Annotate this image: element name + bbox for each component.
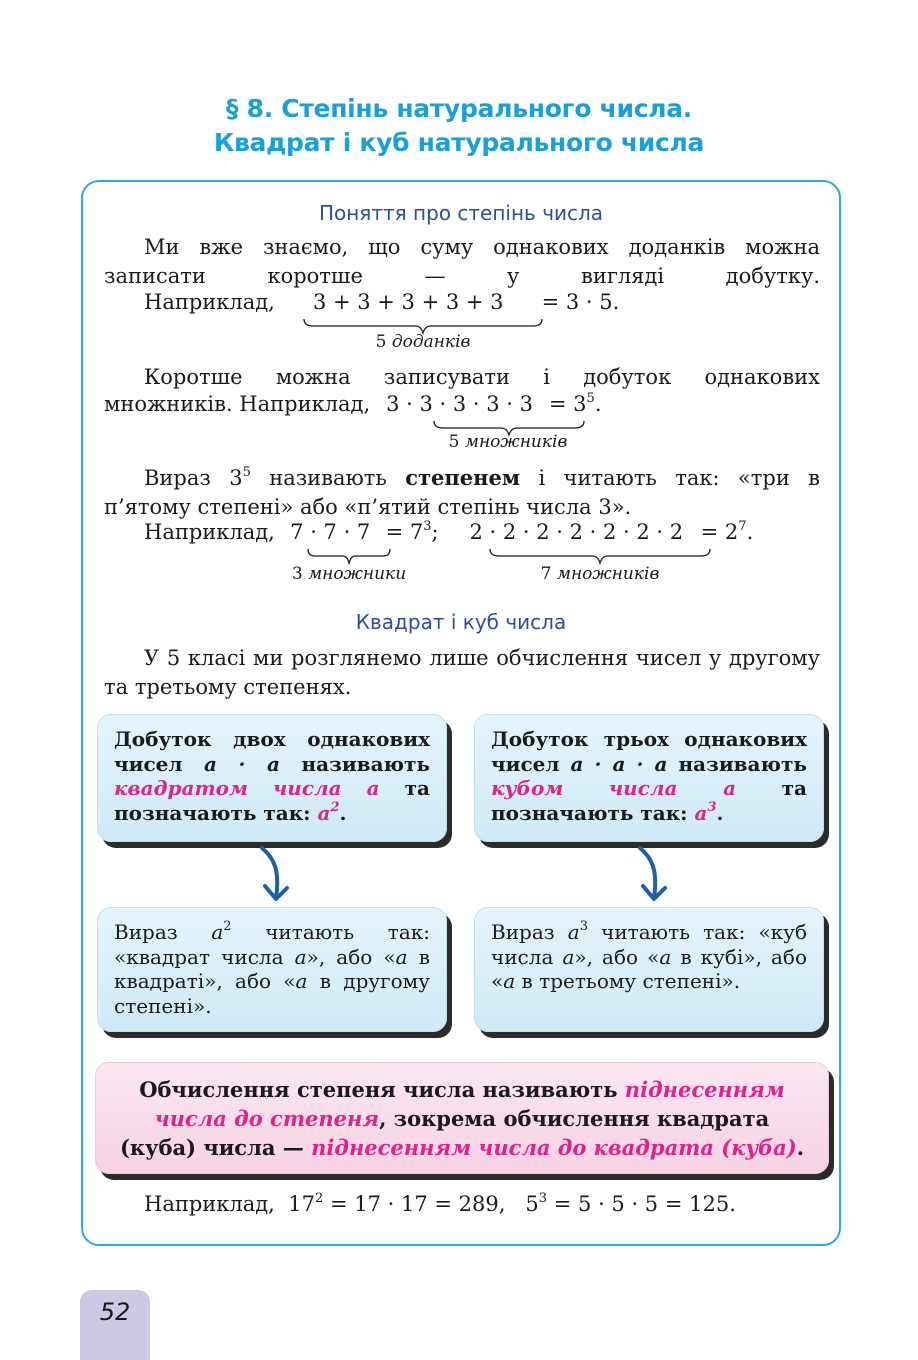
- example-2-prefix: множників. Наприклад,: [104, 392, 371, 416]
- title-line-1: § 8. Степінь натурального числа.: [226, 94, 692, 123]
- example-3-product-2: 2 · 2 · 2 · 2 · 2 · 2 · 2: [469, 520, 684, 544]
- title-line-2: Квадрат і куб натурального числа: [213, 128, 705, 157]
- square-definition-box: Добуток двох однакових чисел a · a називають квадратом числа a та позначають так: $a^2$.: [97, 714, 447, 842]
- underbrace-3: [307, 548, 391, 564]
- underbrace-3-caption: 3 множники: [291, 564, 407, 584]
- term-cube: кубом числа a: [491, 776, 737, 800]
- example-1-prefix: Наприклад,: [144, 290, 275, 314]
- example-2-result: = $3^5$.: [548, 391, 602, 416]
- term-squaring-cubing: піднесенням числа до квадрата (куба): [311, 1135, 797, 1160]
- underbrace-4-caption: 7 множників: [540, 564, 660, 584]
- paragraph-products: Коротше можна записувати і добуток однакових: [144, 365, 820, 389]
- example-3-product-1: 7 · 7 · 7: [290, 520, 371, 544]
- example-3-result-2: = $2^7$.: [700, 519, 754, 544]
- cube-definition-box: Добуток трьох однакових чисел a · a · a називають кубом числа a та позначають так: $a^3$.: [474, 714, 824, 842]
- term-exponentiation: піднесенням числа до степеня: [154, 1077, 785, 1131]
- intro-paragraph: [104, 233, 820, 291]
- underbrace-1-caption: 5 доданків: [375, 332, 471, 352]
- example-1-result: = 3 · 5.: [541, 290, 620, 314]
- example-2-product: 3 · 3 · 3 · 3 · 3: [386, 392, 533, 416]
- example-1-sum: 3 + 3 + 3 + 3 + 3: [312, 290, 504, 314]
- underbrace-2-caption: 5 множників: [448, 432, 568, 452]
- term-power: степенем: [405, 465, 521, 490]
- example-3-result-1: = $7^3$;: [385, 519, 439, 544]
- underbrace-4: [489, 548, 711, 564]
- term-square: квадратом числа a: [114, 776, 380, 800]
- square-notation: $a^2$: [317, 799, 340, 825]
- exponentiation-rule-box: Обчислення степеня числа називають піднесенням числа до степеня, зокрема обчислення квадрата (куба) числа — піднесенням числа до квадрата (куба).: [95, 1062, 829, 1174]
- example-3: [144, 520, 753, 544]
- cube-notation: $a^3$: [694, 799, 717, 825]
- section-heading-square-cube: Квадрат і куб числа: [355, 610, 567, 634]
- page-number: 52: [99, 1298, 131, 1326]
- curved-arrow-down-icon: [254, 846, 298, 904]
- paragraph-scope: У 5 класі ми розглянемо лише обчислення чисел у другому та третьому степенях.: [104, 646, 820, 699]
- intro-text: Ми вже знаємо, що суму однакових доданків можна записати коротше — у вигляді добутку.: [104, 235, 820, 288]
- cube-reading-box: Вираз $a^3$ читають так: «куб числа a», або «a в кубі», або «a в третьому степені».: [474, 907, 824, 1032]
- square-reading-box: Вираз $a^2$ читають так: «квадрат числа a», або «a в квадраті», або «a в другому степені».: [97, 907, 447, 1032]
- section-heading-concept: Поняття про степінь числа: [318, 201, 604, 225]
- example-1: [144, 290, 619, 314]
- page-title: [0, 92, 918, 160]
- example-3-prefix: Наприклад,: [144, 520, 275, 544]
- final-example: Наприклад, $17^2 = 17 \cdot 17 = 289$, $5^3 = 5 \cdot 5 \cdot 5 = 125$.: [144, 1191, 736, 1216]
- curved-arrow-down-icon: [632, 846, 676, 904]
- example-2: [104, 392, 602, 416]
- paragraph-power-definition: Вираз $3^5$ називають степенем і читають так: «три в п’ятому степені» або «п’ятий степінь числа 3».: [104, 465, 820, 519]
